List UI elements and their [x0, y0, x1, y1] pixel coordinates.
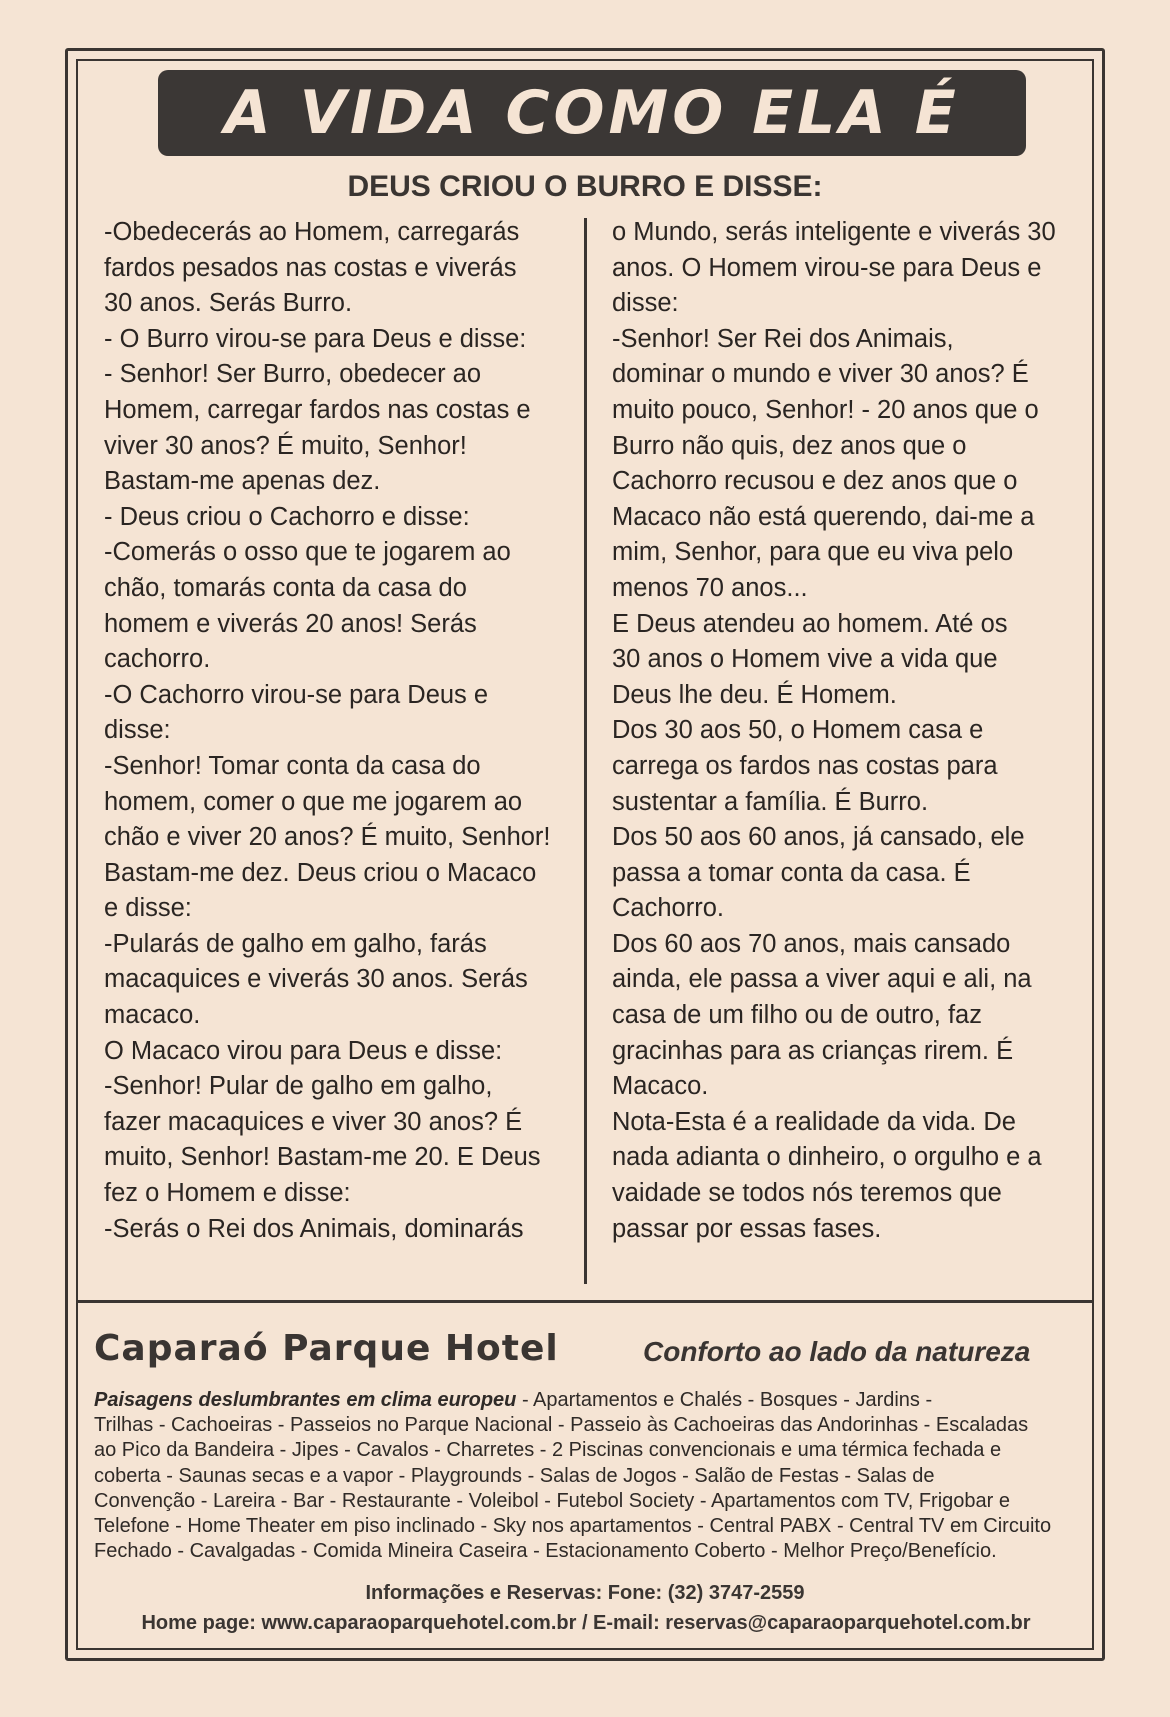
- article-line: Dos 30 aos 50, o Homem casa e: [612, 716, 984, 745]
- article-line: menos 70 anos...: [612, 573, 808, 602]
- article-line: -Senhor! Tomar conta da casa do: [104, 751, 481, 780]
- hotel-description-intro: Paisagens deslumbrantes em clima europeu: [94, 1389, 517, 1411]
- title-banner: [158, 70, 1026, 156]
- article-line: Macaco.: [612, 1072, 709, 1101]
- article-line: ainda, ele passa a viver aqui e ali, na: [612, 965, 1032, 994]
- contact-phone: Informações e Reservas: Fone: (32) 3747-2559: [365, 1582, 805, 1604]
- article-line: muito pouco, Senhor! - 20 anos que o: [612, 395, 1039, 424]
- article-line: -Obedecerás ao Homem, carregarás: [104, 218, 520, 246]
- article-line: macaco.: [104, 1001, 201, 1030]
- article-line: disse:: [104, 716, 171, 745]
- article-line: e disse:: [104, 894, 192, 923]
- article-line: fardos pesados nas costas e viverás: [104, 253, 517, 282]
- hotel-tagline: Conforto ao lado da natureza: [643, 1336, 1031, 1367]
- article-line: Dos 60 aos 70 anos, mais cansado: [612, 929, 1011, 958]
- article-line: -O Cachorro virou-se para Deus e: [104, 680, 489, 709]
- article-line: 30 anos. Serás Burro.: [104, 289, 353, 318]
- article-line: - Senhor! Ser Burro, obedecer ao: [104, 360, 482, 389]
- article-line: chão, tomarás conta da casa do: [104, 573, 467, 602]
- article-right-column: [612, 215, 1056, 1247]
- article-line: Macaco não está querendo, dai-me a: [612, 502, 1035, 531]
- article-line: Deus lhe deu. É Homem.: [612, 680, 897, 709]
- hotel-description-line: ao Pico da Bandeira - Jipes - Cavalos - Charretes - 2 Piscinas convencionais e uma térmica fechada e: [94, 1439, 1002, 1462]
- article-line: vaidade se todos nós teremos que: [612, 1179, 1002, 1208]
- page-title: A VIDA COMO ELA É: [224, 78, 960, 148]
- column-divider: [584, 218, 587, 1284]
- article-line: nada adianta o dinheiro, o orgulho e a: [612, 1143, 1042, 1172]
- article-line: O Macaco virou para Deus e disse:: [104, 1036, 503, 1065]
- article-line: 30 anos o Homem vive a vida que: [612, 645, 998, 674]
- article-line: Bastam-me apenas dez.: [104, 467, 381, 496]
- article-line: Nota-Esta é a realidade da vida. De: [612, 1107, 1016, 1136]
- article-line: dominar o mundo e viver 30 anos? É: [612, 360, 1029, 389]
- hotel-name: Caparaó Parque Hotel: [94, 1328, 559, 1369]
- article-line: Bastam-me dez. Deus criou o Macaco: [104, 858, 537, 887]
- article-line: Burro não quis, dez anos que o: [612, 431, 967, 460]
- article-line: - Deus criou o Cachorro e disse:: [104, 502, 470, 531]
- article-line: E Deus atendeu ao homem. Até os: [612, 609, 1008, 638]
- article-line: cachorro.: [104, 645, 211, 674]
- article-line: Homem, carregar fardos nas costas e: [104, 395, 531, 424]
- hotel-description-line: Trilhas - Cachoeiras - Passeios no Parque Nacional - Passeio às Cachoeiras das Andorinhas - Escaladas: [94, 1414, 1029, 1437]
- article-line: homem e viverás 20 anos! Serás: [104, 609, 477, 638]
- article-line: casa de um filho ou de outro, faz: [612, 1001, 982, 1030]
- article-line: gracinhas para as crianças rirem. É: [612, 1036, 1014, 1065]
- article-line: o Mundo, serás inteligente e viverás 30: [612, 218, 1056, 246]
- article-line: -Pularás de galho em galho, farás: [104, 929, 487, 958]
- article-subtitle: DEUS CRIOU O BURRO E DISSE:: [347, 170, 823, 203]
- article-line: -Comerás o osso que te jogarem ao: [104, 538, 511, 567]
- article-line: anos. O Homem virou-se para Deus e: [612, 253, 1042, 282]
- hotel-description-line: [94, 1388, 1089, 1413]
- article-left-column: [104, 215, 551, 1247]
- article-line: Cachorro recusou e dez anos que o: [612, 467, 1018, 496]
- article-line: sustentar a família. É Burro.: [612, 787, 929, 816]
- hotel-description-text: - Apartamentos e Chalés - Bosques - Jardins -: [516, 1389, 933, 1411]
- article-line: passar por essas fases.: [612, 1214, 882, 1243]
- contact-web: Home page: www.caparaoparquehotel.com.br / E-mail: reservas@caparaoparquehotel.com.br: [141, 1612, 1031, 1634]
- article-line: fazer macaquices e viver 30 anos? É: [104, 1107, 523, 1136]
- hotel-description: [94, 1388, 1089, 1564]
- article-line: muito, Senhor! Bastam-me 20. E Deus: [104, 1143, 541, 1172]
- article-line: homem, comer o que me jogarem ao: [104, 787, 523, 816]
- hotel-description-line: Convenção - Lareira - Bar - Restaurante - Voleibol - Futebol Society - Apartamentos com TV, Frigobar e: [94, 1489, 1010, 1512]
- section-divider: [76, 1300, 1094, 1303]
- hotel-description-line: Telefone - Home Theater em piso inclinado - Sky nos apartamentos - Central PABX - Central TV em Circuito: [94, 1515, 1052, 1538]
- hotel-description-line: Fechado - Cavalgadas - Comida Mineira Caseira - Estacionamento Coberto - Melhor Preço/Benefício.: [94, 1540, 997, 1563]
- article-line: viver 30 anos? É muito, Senhor!: [104, 431, 467, 460]
- article-line: Cachorro.: [612, 894, 724, 923]
- article-line: passa a tomar conta da casa. É: [612, 858, 971, 887]
- article-line: -Senhor! Pular de galho em galho,: [104, 1072, 493, 1101]
- article-line: mim, Senhor, para que eu viva pelo: [612, 538, 1014, 567]
- article-line: carrega os fardos nas costas para: [612, 751, 998, 780]
- article-line: macaquices e viverás 30 anos. Serás: [104, 965, 528, 994]
- article-line: chão e viver 20 anos? É muito, Senhor!: [104, 823, 551, 852]
- article-line: disse:: [612, 289, 679, 318]
- hotel-description-line: coberta - Saunas secas e a vapor - Playgrounds - Salas de Jogos - Salão de Festas - Salas de: [94, 1464, 935, 1487]
- article-line: Dos 50 aos 60 anos, já cansado, ele: [612, 823, 1025, 852]
- article-line: -Serás o Rei dos Animais, dominarás: [104, 1214, 524, 1243]
- article-line: - O Burro virou-se para Deus e disse:: [104, 324, 527, 353]
- article-line: -Senhor! Ser Rei dos Animais,: [612, 324, 954, 353]
- article-line: fez o Homem e disse:: [104, 1179, 351, 1208]
